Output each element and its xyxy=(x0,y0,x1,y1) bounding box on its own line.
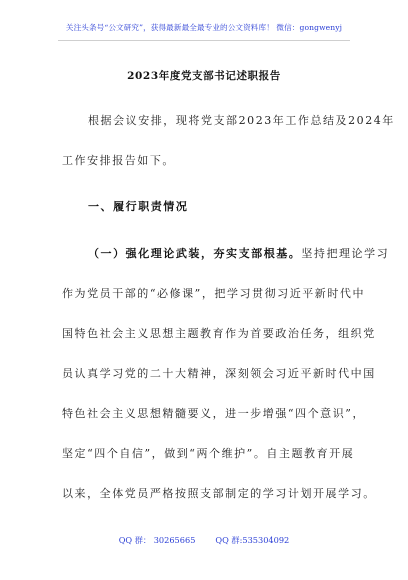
footer-qq-group-2: QQ 群:535304092 xyxy=(215,535,290,545)
intro-line-2: 工作安排报告如下。 xyxy=(62,154,175,167)
body-line-7: 以来，全体党员严格按照支部制定的学习计划开展学习。 xyxy=(62,487,376,500)
intro-line-1: 根据会议安排，现将党支部2023年工作总结及2024年 xyxy=(88,114,395,127)
subsection-1-first-line xyxy=(88,245,389,261)
header-banner: 关注头条号“公文研究”，获得最新最全最专业的公文资料库！ 微信：gongwenyj xyxy=(65,23,343,32)
header-divider xyxy=(58,40,350,41)
subsection-1-heading: （一）强化理论武装，夯实支部根基。 xyxy=(88,247,302,260)
section-1-heading: 一、履行职责情况 xyxy=(88,200,189,213)
body-line-3: 国特色社会主义思想主题教育作为首要政治任务，组织党 xyxy=(62,327,376,340)
body-line-5: 特色社会主义思想精髓要义，进一步增强“四个意识”， xyxy=(62,407,365,420)
subsection-1-line-1-rest: 坚持把理论学习 xyxy=(301,247,390,260)
body-line-2: 作为党员干部的“必修课”，把学习贯彻习近平新时代中 xyxy=(62,287,365,300)
body-line-4: 员认真学习党的二十大精神，深刻领会习近平新时代中国 xyxy=(62,367,376,380)
document-title: 2023年度党支部书记述职报告 xyxy=(127,70,281,82)
body-line-6: 坚定“四个自信”，做到“两个维护”。自主题教育开展 xyxy=(62,447,355,460)
footer-qq-group-1: QQ 群： 30265665 xyxy=(118,535,196,545)
footer-contact xyxy=(0,535,408,546)
